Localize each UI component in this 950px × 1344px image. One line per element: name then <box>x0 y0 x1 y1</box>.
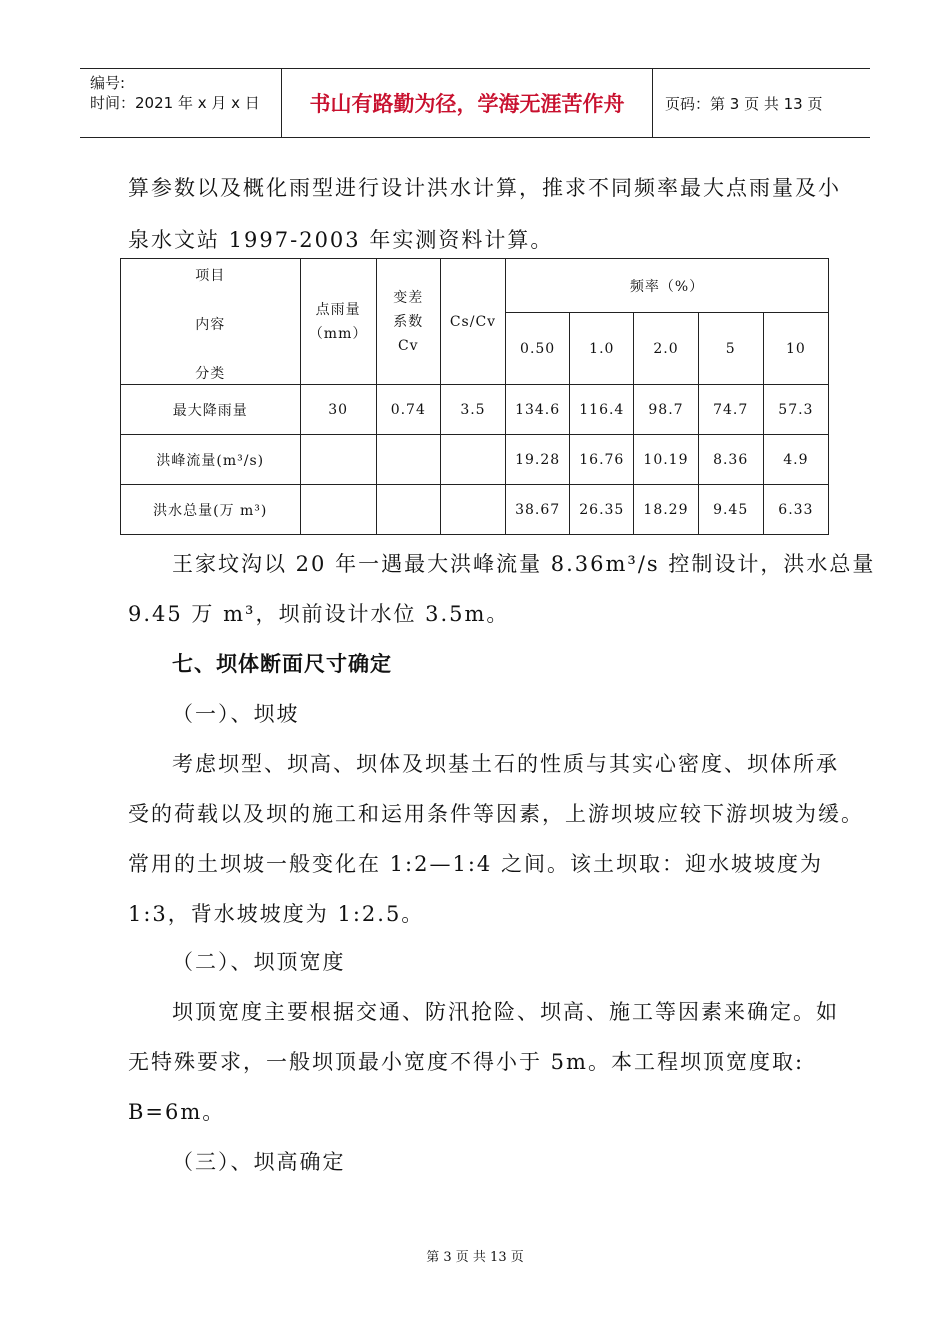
subsection-heading: （二）、坝顶宽度 <box>172 950 346 974</box>
cell-value: 26.35 <box>570 485 634 535</box>
cell-rain <box>300 485 376 535</box>
cell-value: 18.29 <box>634 485 698 535</box>
header-meta <box>80 69 282 137</box>
table-row <box>121 485 829 535</box>
col-header-rain: 点雨量 （mm） <box>300 259 376 385</box>
paragraph-line: 常用的土坝坡一般变化在 1:2—1:4 之间。该土坝取：迎水坡坡度为 <box>128 852 823 876</box>
table-row <box>121 435 829 485</box>
corner-content-label: 内容 <box>195 317 226 333</box>
paragraph-line: 考虑坝型、坝高、坝体及坝基土石的性质与其实心密度、坝体所承 <box>172 752 839 776</box>
cell-cscv <box>440 485 505 535</box>
cell-value: 19.28 <box>506 435 570 485</box>
page-header <box>80 68 870 138</box>
row-label: 最大降雨量 <box>121 385 301 435</box>
cell-value: 98.7 <box>634 385 698 435</box>
cell-rain <box>300 435 376 485</box>
cell-value: 116.4 <box>570 385 634 435</box>
number-label: 编号: <box>90 74 126 92</box>
table-corner-header <box>121 259 301 385</box>
cell-value: 74.7 <box>698 385 763 435</box>
cell-cv <box>376 485 440 535</box>
cell-cscv <box>440 435 505 485</box>
col-header-cv: 变差 系数 Cv <box>376 259 440 385</box>
cell-cv: 0.74 <box>376 385 440 435</box>
paragraph-line: B=6m。 <box>128 1100 226 1124</box>
freq-header: 2.0 <box>634 313 698 385</box>
cell-rain: 30 <box>300 385 376 435</box>
header-page-label: 页码：第 3 页 共 13 页 <box>665 94 823 113</box>
corner-item-label: 项目 <box>195 268 226 284</box>
subsection-heading: （三）、坝高确定 <box>172 1150 346 1174</box>
freq-header: 0.50 <box>506 313 570 385</box>
freq-header: 5 <box>698 313 763 385</box>
paragraph-line: 泉水文站 1997-2003 年实测资料计算。 <box>128 228 554 252</box>
freq-header: 1.0 <box>570 313 634 385</box>
cell-value: 9.45 <box>698 485 763 535</box>
paragraph-line: 无特殊要求，一般坝顶最小宽度不得小于 5m。本工程坝顶宽度取: <box>128 1050 805 1074</box>
table-row <box>121 385 829 435</box>
col-header-frequency: 频率（%） <box>506 259 829 313</box>
row-label: 洪峰流量(m³/s) <box>121 435 301 485</box>
cell-value: 10.19 <box>634 435 698 485</box>
cell-value: 8.36 <box>698 435 763 485</box>
paragraph-line: 坝顶宽度主要根据交通、防汛抢险、坝高、施工等因素来确定。如 <box>172 1000 839 1024</box>
corner-class-label: 分类 <box>195 366 226 382</box>
flood-frequency-table <box>120 258 829 535</box>
cell-value: 16.76 <box>570 435 634 485</box>
subsection-heading: （一）、坝坡 <box>172 702 300 726</box>
cell-cscv: 3.5 <box>440 385 505 435</box>
cell-value: 57.3 <box>763 385 828 435</box>
cell-value: 4.9 <box>763 435 828 485</box>
cell-value: 134.6 <box>506 385 570 435</box>
paragraph-line: 王家坟沟以 20 年一遇最大洪峰流量 8.36m³/s 控制设计，洪水总量 <box>172 552 876 576</box>
freq-header: 10 <box>763 313 828 385</box>
paragraph-line: 1:3，背水坡坡度为 1:2.5。 <box>128 902 425 926</box>
section-heading: 七、坝体断面尺寸确定 <box>172 652 392 676</box>
header-motto: 书山有路勤为径，学海无涯苦作舟 <box>282 69 653 137</box>
cell-value: 38.67 <box>506 485 570 535</box>
date-label: 时间：2021 年 x 月 x 日 <box>90 94 260 112</box>
page-footer: 第 3 页 共 13 页 <box>426 1250 524 1265</box>
cell-cv <box>376 435 440 485</box>
col-header-cscv: Cs/Cv <box>440 259 505 385</box>
cell-value: 6.33 <box>763 485 828 535</box>
paragraph-line: 受的荷载以及坝的施工和运用条件等因素，上游坝坡应较下游坝坡为缓。 <box>128 802 864 826</box>
row-label: 洪水总量(万 m³) <box>121 485 301 535</box>
paragraph-line: 9.45 万 m³，坝前设计水位 3.5m。 <box>128 602 510 626</box>
paragraph-line: 算参数以及概化雨型进行设计洪水计算，推求不同频率最大点雨量及小 <box>128 176 841 200</box>
